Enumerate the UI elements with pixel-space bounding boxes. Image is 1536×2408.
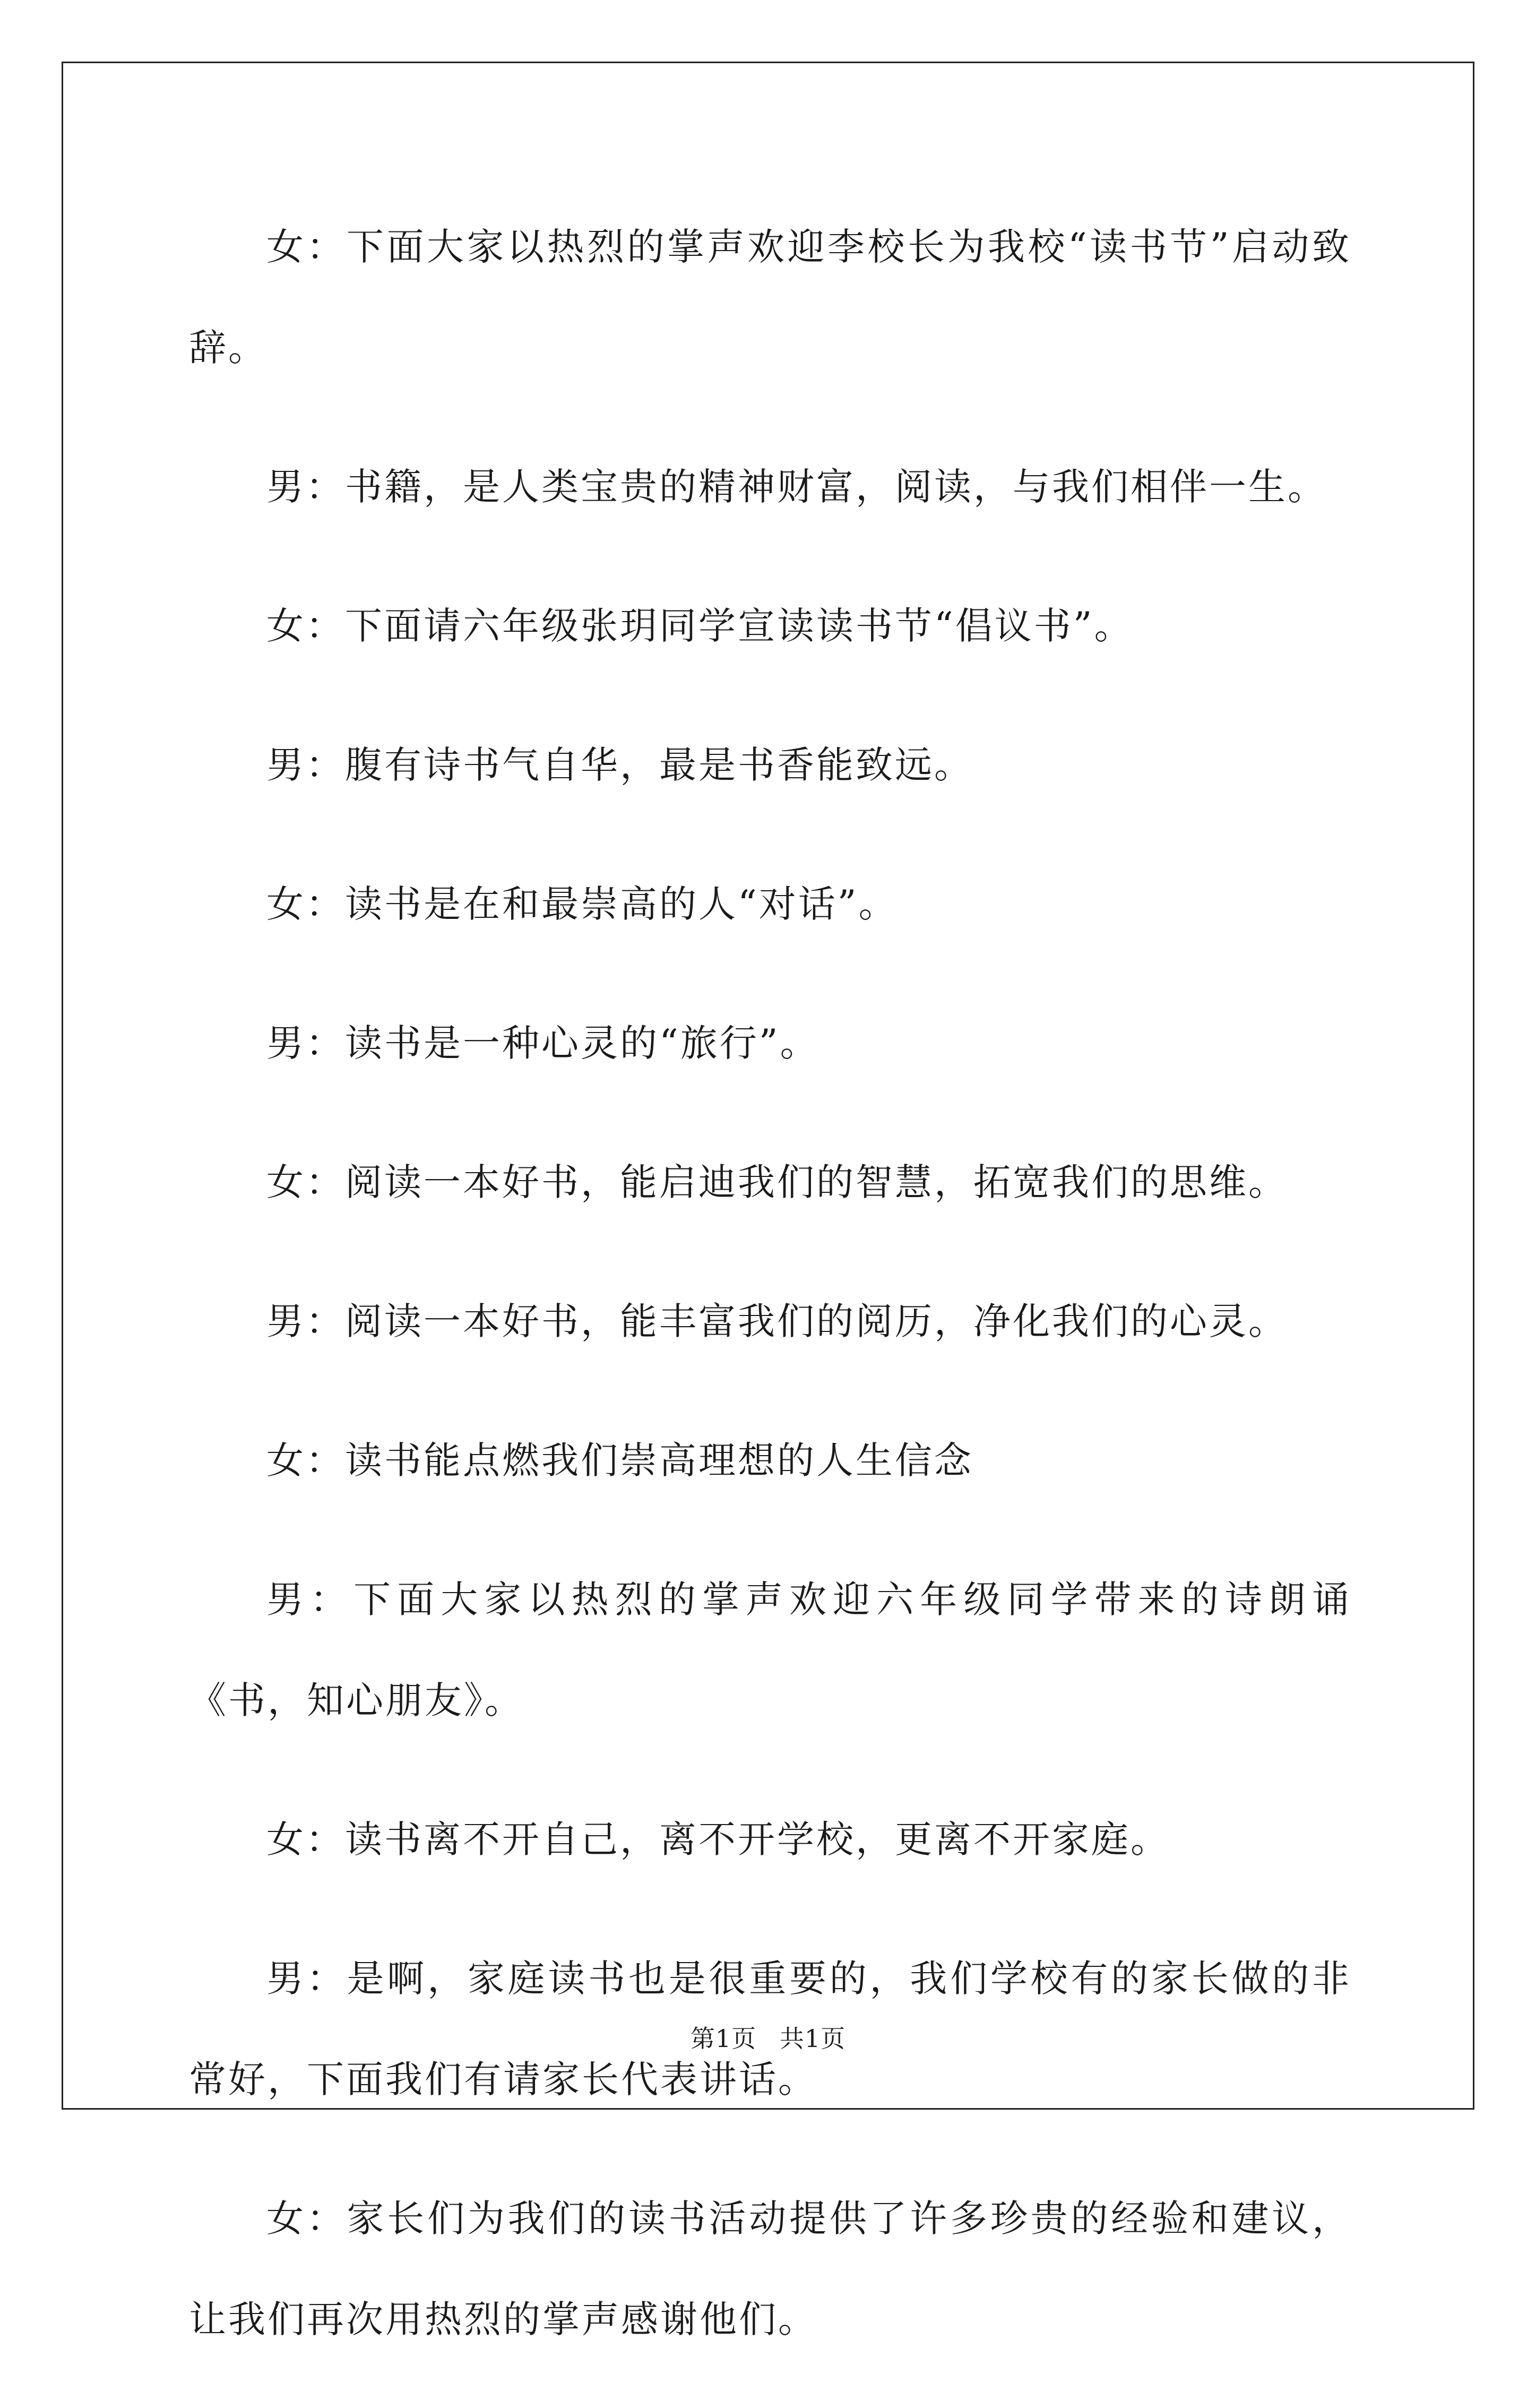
paragraph-2: 男：书籍，是人类宝贵的精神财富，阅读，与我们相伴一生。: [266, 465, 1327, 509]
paragraph-12: 男：是啊，家庭读书也是很重要的，我们学校有的家长做的非常好，下面我们有请家长代表讲话。: [189, 1957, 1351, 2101]
page-footer: [0, 2023, 1536, 2054]
paragraph-10: 男：下面大家以热烈的掌声欢迎六年级同学带来的诗朗诵《书，知心朋友》。: [189, 1578, 1351, 1722]
page-total: 共1页: [779, 2024, 846, 2053]
document-body: [189, 196, 1351, 2408]
paragraph-5: 女：读书是在和最崇高的人“对话”。: [266, 882, 898, 926]
paragraph-9: 女：读书能点燃我们崇高理想的人生信念: [266, 1439, 973, 1482]
paragraph-6: 男：读书是一种心灵的“旅行”。: [266, 1021, 819, 1065]
paragraph-7: 女：阅读一本好书，能启迪我们的智慧，拓宽我们的思维。: [266, 1160, 1288, 1204]
paragraph-1: 女：下面大家以热烈的掌声欢迎李校长为我校“读书节”启动致辞。: [189, 225, 1351, 369]
page-number: 第1页: [690, 2024, 757, 2053]
paragraph-13: 女：家长们为我们的读书活动提供了许多珍贵的经验和建议，让我们再次用热烈的掌声感谢他们。: [189, 2197, 1351, 2341]
paragraph-8: 男：阅读一本好书，能丰富我们的阅历，净化我们的心灵。: [266, 1300, 1288, 1343]
paragraph-11: 女：读书离不开自己，离不开学校，更离不开家庭。: [266, 1818, 1170, 1861]
paragraph-4: 男：腹有诗书气自华，最是书香能致远。: [266, 743, 973, 787]
paragraph-3: 女：下面请六年级张玥同学宣读读书节“倡议书”。: [266, 604, 1134, 648]
